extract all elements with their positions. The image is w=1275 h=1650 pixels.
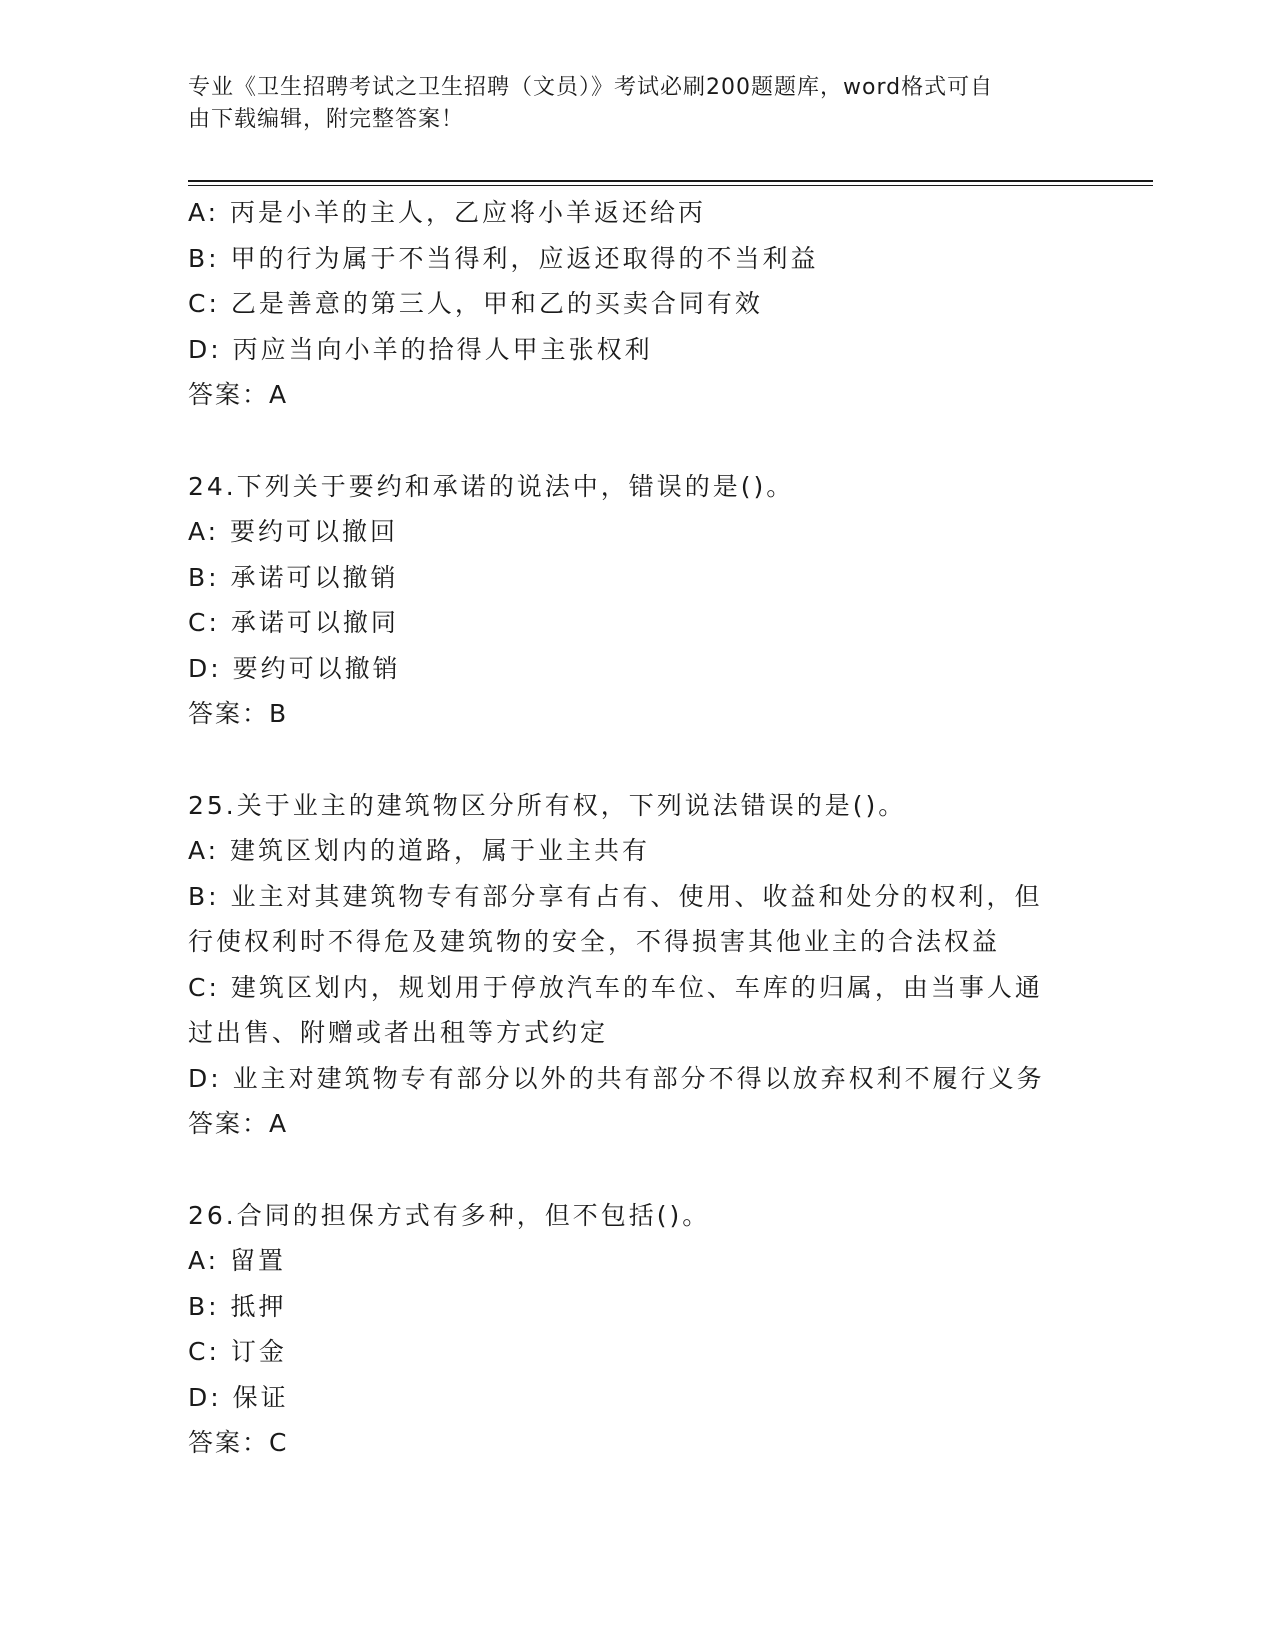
option-a: A: 要约可以撤回 [188,517,399,546]
option-b-line-2: 行使权利时不得危及建筑物的安全，不得损害其他业主的合法权益 [188,927,1001,956]
option-b: B: 抵押 [188,1291,287,1321]
header-line-2: 由下载编辑，附完整答案！ [188,107,465,132]
option-c: C: 承诺可以撤同 [188,608,399,637]
option-c: C: 乙是善意的第三人，甲和乙的买卖合同有效 [188,289,763,318]
header-divider-thick [188,180,1153,182]
question-list [188,190,1088,1466]
header-line-1: 专业《卫生招聘考试之卫生招聘（文员）》考试必刷200题题库，word格式可自 [188,75,994,100]
document-header [188,72,1068,136]
option-c: C: 订金 [188,1337,287,1366]
answer-line: 答案：A [188,380,289,409]
question-stem: 24.下列关于要约和承诺的说法中，错误的是()。 [188,471,795,501]
option-b: B: 甲的行为属于不当得利，应返还取得的不当利益 [188,243,819,273]
question-block-24 [188,464,1088,737]
option-d: D: 丙应当向小羊的拾得人甲主张权利 [188,334,653,364]
answer-line: 答案：C [188,1428,289,1457]
answer-line: 答案：A [188,1109,289,1138]
question-block-26 [188,1193,1088,1466]
question-block-prev [188,190,1088,418]
option-d: D: 要约可以撤销 [188,653,401,683]
option-b-line-1: B: 业主对其建筑物专有部分享有占有、使用、收益和处分的权利，但 [188,881,1043,911]
option-b: B: 承诺可以撤销 [188,562,399,592]
question-stem: 26.合同的担保方式有多种，但不包括()。 [188,1200,711,1230]
option-a: A: 留置 [188,1246,287,1275]
option-c-line-2: 过出售、附赠或者出租等方式约定 [188,1018,609,1047]
option-c-line-1: C: 建筑区划内，规划用于停放汽车的车位、车库的归属，由当事人通 [188,972,1043,1002]
option-d: D: 保证 [188,1382,289,1412]
option-d: D: 业主对建筑物专有部分以外的共有部分不得以放弃权利不履行义务 [188,1063,1045,1093]
spacer [188,737,1088,783]
spacer [188,1147,1088,1193]
option-a: A: 丙是小羊的主人，乙应将小羊返还给丙 [188,198,707,227]
question-block-25 [188,783,1088,1147]
spacer [188,418,1088,464]
answer-line: 答案：B [188,699,289,728]
option-a: A: 建筑区划内的道路，属于业主共有 [188,836,651,865]
header-divider-thin [188,185,1153,186]
question-stem: 25.关于业主的建筑物区分所有权，下列说法错误的是()。 [188,790,907,820]
